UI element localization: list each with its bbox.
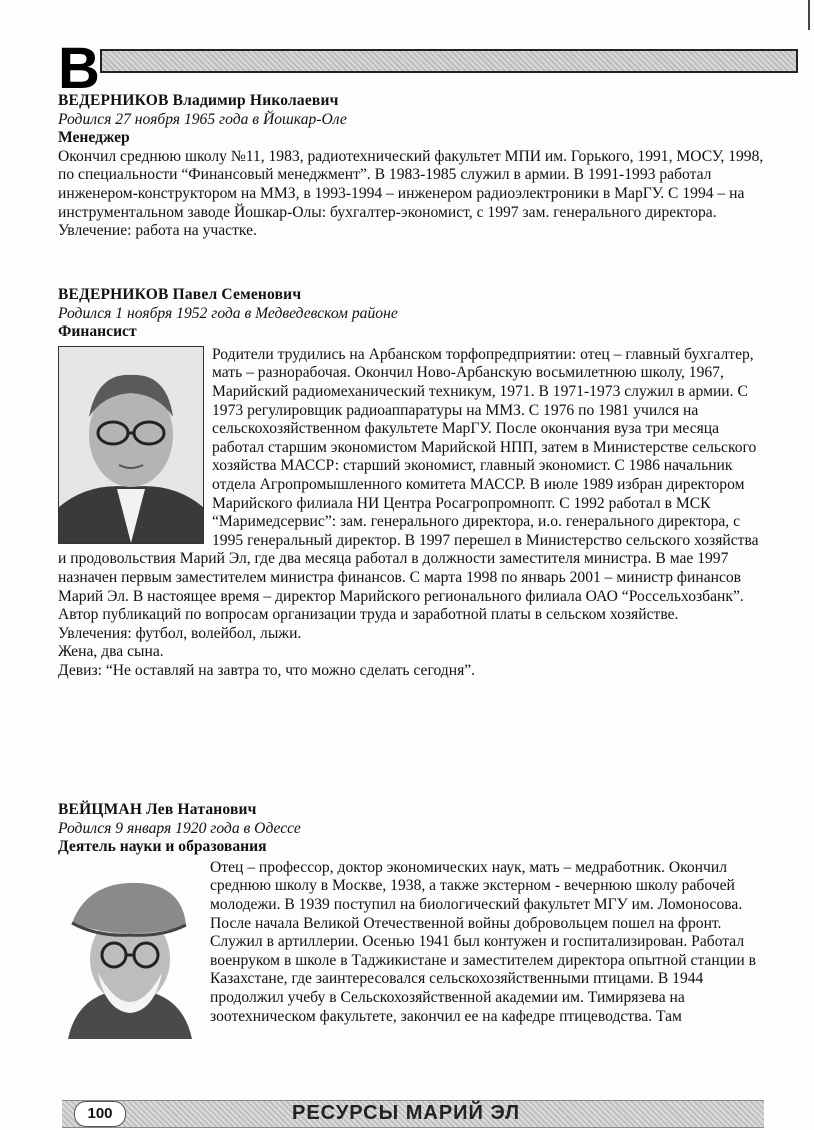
entry-paragraph: Жена, два сына. (58, 643, 164, 661)
entry-paragraph: Окончил среднюю школу №11, 1983, радиотехнический факультет МПИ им. Горького, 1991, МОСУ, 1998, по специальности “Финансовый менеджмент”. В 1983-1985 служил в армии. В 1991-1993 работал инженером-конструктором на ММЗ, в 1993-1994 – инженером радиоэлектроники в МарГУ. С 1994 – на инструментальном заводе Йошкар-Олы: бухгалтер-экономист, с 1997 зам. генерального директора. (58, 147, 764, 221)
scan-edge-mark (808, 0, 810, 30)
entry-profession: Финансист (58, 323, 137, 341)
entry-given-name: Владимир Николаевич (172, 92, 339, 109)
entry-birth-info: Родился 9 января 1920 года в Одессе (58, 819, 301, 837)
entry-paragraph: Девиз: “Не оставляй на завтра то, что можно сделать сегодня”. (58, 661, 476, 679)
biography-entry-vedernikov-vladimir (58, 92, 768, 241)
entry-profession: Менеджер (58, 129, 130, 147)
portrait-man-glasses-icon (59, 347, 203, 543)
entry-paragraph: Отец – профессор, доктор экономических наук, мать – медработник. Окончил среднюю школу в Москве, 1938, а также экстерном - вечернюю школу рабочей молодежи. В 1939 поступил на биологический факультет МГУ им. Ломоносова. После начала Великой Отечественной войны добровольцем пошел на фронт. Служил в артиллерии. Осенью 1941 был контужен и госпитализирован. Работал военруком в школе в Таджикистане и заместителем директора опытной станции в Казахстане, где заинтересовался сельскохозяйственными птицами. В 1944 продолжил учебу в Сельскохозяйственной академии им. Тимирязева на зоотехническом факультете, закончил ее на кафедре птицеводства. Там (210, 858, 756, 1025)
entry-paragraph: Увлечение: работа на участке. (58, 222, 257, 240)
entry-paragraph: Увлечения: футбол, волейбол, лыжи. (58, 624, 302, 642)
entry-surname: ВЕДЕРНИКОВ (58, 92, 169, 109)
entry-paragraph: Родители трудились на Арбанском торфопредприятии: отец – главный бухгалтер, мать – разнорабочая. Окончил Ново-Арбанскую восьмилетнюю школу, 1967, Марийский радиомеханический техникум, 1971. В 1971-1973 служил в армии. С 1973 регулировщик радиоаппаратуры на ММЗ. С 1976 по 1981 учился на сельскохозяйственном факультете МарГУ. После окончания вуза три месяца работал старшим экономистом Марийской НПП, затем в Министерстве сельского хозяйства МАССР: старший экономист, главный экономист. С 1986 начальник отдела Агропромышленного комитета МАССР. В июле 1989 избран директором Марийского филиала НИ Центра Росагропромнопт. С 1992 работал в МСК “Маримедсервис”: зам. генерального директора, и.о. генерального директора, с 1995 генеральный директор. В 1997 перешел в Министерство сельского хозяйства и продовольствия Марий Эл, где два месяца работал в должности заместителя министра. В мае 1997 назначен первым заместителем министра финансов. С марта 1998 по январь 2001 – министр финансов Марий Эл. В настоящее время – директор Марийского регионального филиала ОАО “Россельхозбанк”. (58, 345, 759, 605)
entry-paragraph: Автор публикаций по вопросам организации труда и заработной платы в сельском хозяйстве. (58, 606, 679, 624)
entry-surname: ВЕЙЦМАН (58, 801, 143, 818)
portrait-photo (58, 346, 204, 544)
entry-name (58, 286, 768, 305)
entry-name (58, 92, 768, 111)
biography-entry-veitsman-lev (58, 801, 768, 1041)
entry-given-name: Павел Семенович (172, 286, 302, 303)
page-number: 100 (74, 1101, 126, 1127)
portrait-elderly-man-cap-icon (58, 861, 202, 1039)
entry-name (58, 801, 768, 820)
footer-title: РЕСУРСЫ МАРИЙ ЭЛ (292, 1102, 520, 1124)
biography-entry-vedernikov-pavel (58, 286, 768, 680)
entry-surname: ВЕДЕРНИКОВ (58, 286, 169, 303)
section-letter: В (58, 36, 100, 101)
entry-given-name: Лев Натанович (146, 801, 257, 818)
entry-birth-info: Родился 27 ноября 1965 года в Йошкар-Оле (58, 110, 347, 128)
section-header-band (100, 49, 798, 73)
entry-birth-info: Родился 1 ноября 1952 года в Медведевском районе (58, 304, 398, 322)
portrait-photo (58, 861, 202, 1039)
entry-profession: Деятель науки и образования (58, 838, 267, 856)
